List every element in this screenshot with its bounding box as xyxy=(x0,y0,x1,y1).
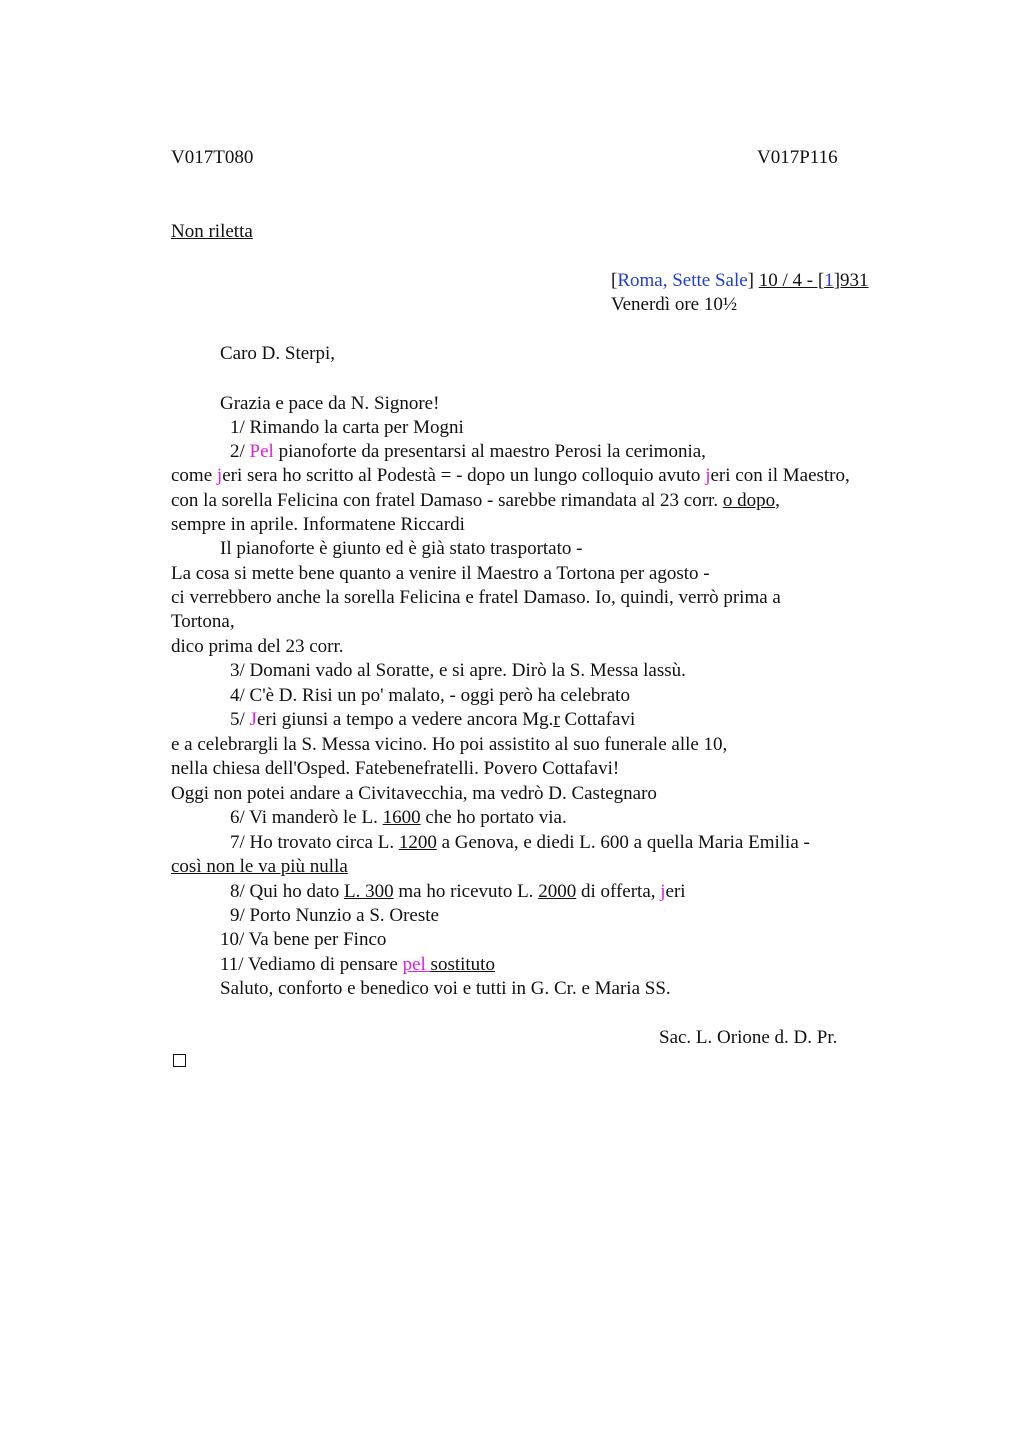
salutation: Caro D. Sterpi, xyxy=(220,343,336,364)
item-1: 1/ Rimando la carta per Mogni xyxy=(230,417,464,438)
body-line: dico prima del 23 corr. xyxy=(171,636,344,657)
greeting: Grazia e pace da N. Signore! xyxy=(220,393,440,414)
item-11: 11/ Vediamo di pensare pel sostituto xyxy=(220,954,495,975)
body-line: con la sorella Felicina con fratel Damaso - sarebbe rimandata al 23 corr. o dopo, xyxy=(171,490,780,511)
item-8: 8/ Qui ho dato L. 300 ma ho ricevuto L. 2000 di offerta, jeri xyxy=(230,881,686,902)
body-line: e a celebrargli la S. Messa vicino. Ho poi assistito al suo funerale alle 10, xyxy=(171,734,728,755)
document-code-left: V017T080 xyxy=(171,147,254,168)
dateline-place: Roma, Sette Sale xyxy=(617,270,748,291)
dateline-date: 10 / 4 - [1]931 xyxy=(758,270,869,291)
item-7: 7/ Ho trovato circa L. 1200 a Genova, e diedi L. 600 a quella Maria Emilia - xyxy=(230,832,810,853)
body-line: Il pianoforte è giunto ed è già stato trasportato - xyxy=(220,538,583,559)
item-9: 9/ Porto Nunzio a S. Oreste xyxy=(230,905,439,926)
body-line: La cosa si mette bene quanto a venire il Maestro a Tortona per agosto - xyxy=(171,563,710,584)
body-line: sempre in aprile. Informatene Riccardi xyxy=(171,514,465,535)
closing-line: Saluto, conforto e benedico voi e tutti in G. Cr. e Maria SS. xyxy=(220,978,671,999)
item-2: 2/ Pel pianoforte da presentarsi al maestro Perosi la cerimonia, xyxy=(230,441,706,462)
body-line: nella chiesa dell'Osped. Fatebenefratelli. Povero Cottafavi! xyxy=(171,758,620,779)
body-line: come jeri sera ho scritto al Podestà = - dopo un lungo colloquio avuto jeri con il Maestro, xyxy=(171,465,850,486)
body-line: Oggi non potei andare a Civitavecchia, ma vedrò D. Castegnaro xyxy=(171,783,657,804)
item-10: 10/ Va bene per Finco xyxy=(220,929,387,950)
status-note: Non riletta xyxy=(171,221,253,242)
item-5: 5/ Jeri giunsi a tempo a vedere ancora Mg.r Cottafavi xyxy=(230,709,636,730)
empty-square-icon xyxy=(173,1054,186,1067)
signature: Sac. L. Orione d. D. Pr. xyxy=(659,1027,838,1048)
item-3: 3/ Domani vado al Soratte, e si apre. Dirò la S. Messa lassù. xyxy=(230,660,686,681)
item-6: 6/ Vi manderò le L. 1600 che ho portato via. xyxy=(230,807,567,828)
body-line: così non le va più nulla xyxy=(171,856,348,877)
body-line: ci verrebbero anche la sorella Felicina e fratel Damaso. Io, quindi, verrò prima a xyxy=(171,587,781,608)
item-4: 4/ C'è D. Risi un po' malato, - oggi però ha celebrato xyxy=(230,685,630,706)
document-code-right: V017P116 xyxy=(757,147,838,168)
dateline: [Roma, Sette Sale] 10 / 4 - [1]931 xyxy=(611,270,869,291)
dateline-time: Venerdì ore 10½ xyxy=(611,294,738,315)
body-line: Tortona, xyxy=(171,611,235,632)
